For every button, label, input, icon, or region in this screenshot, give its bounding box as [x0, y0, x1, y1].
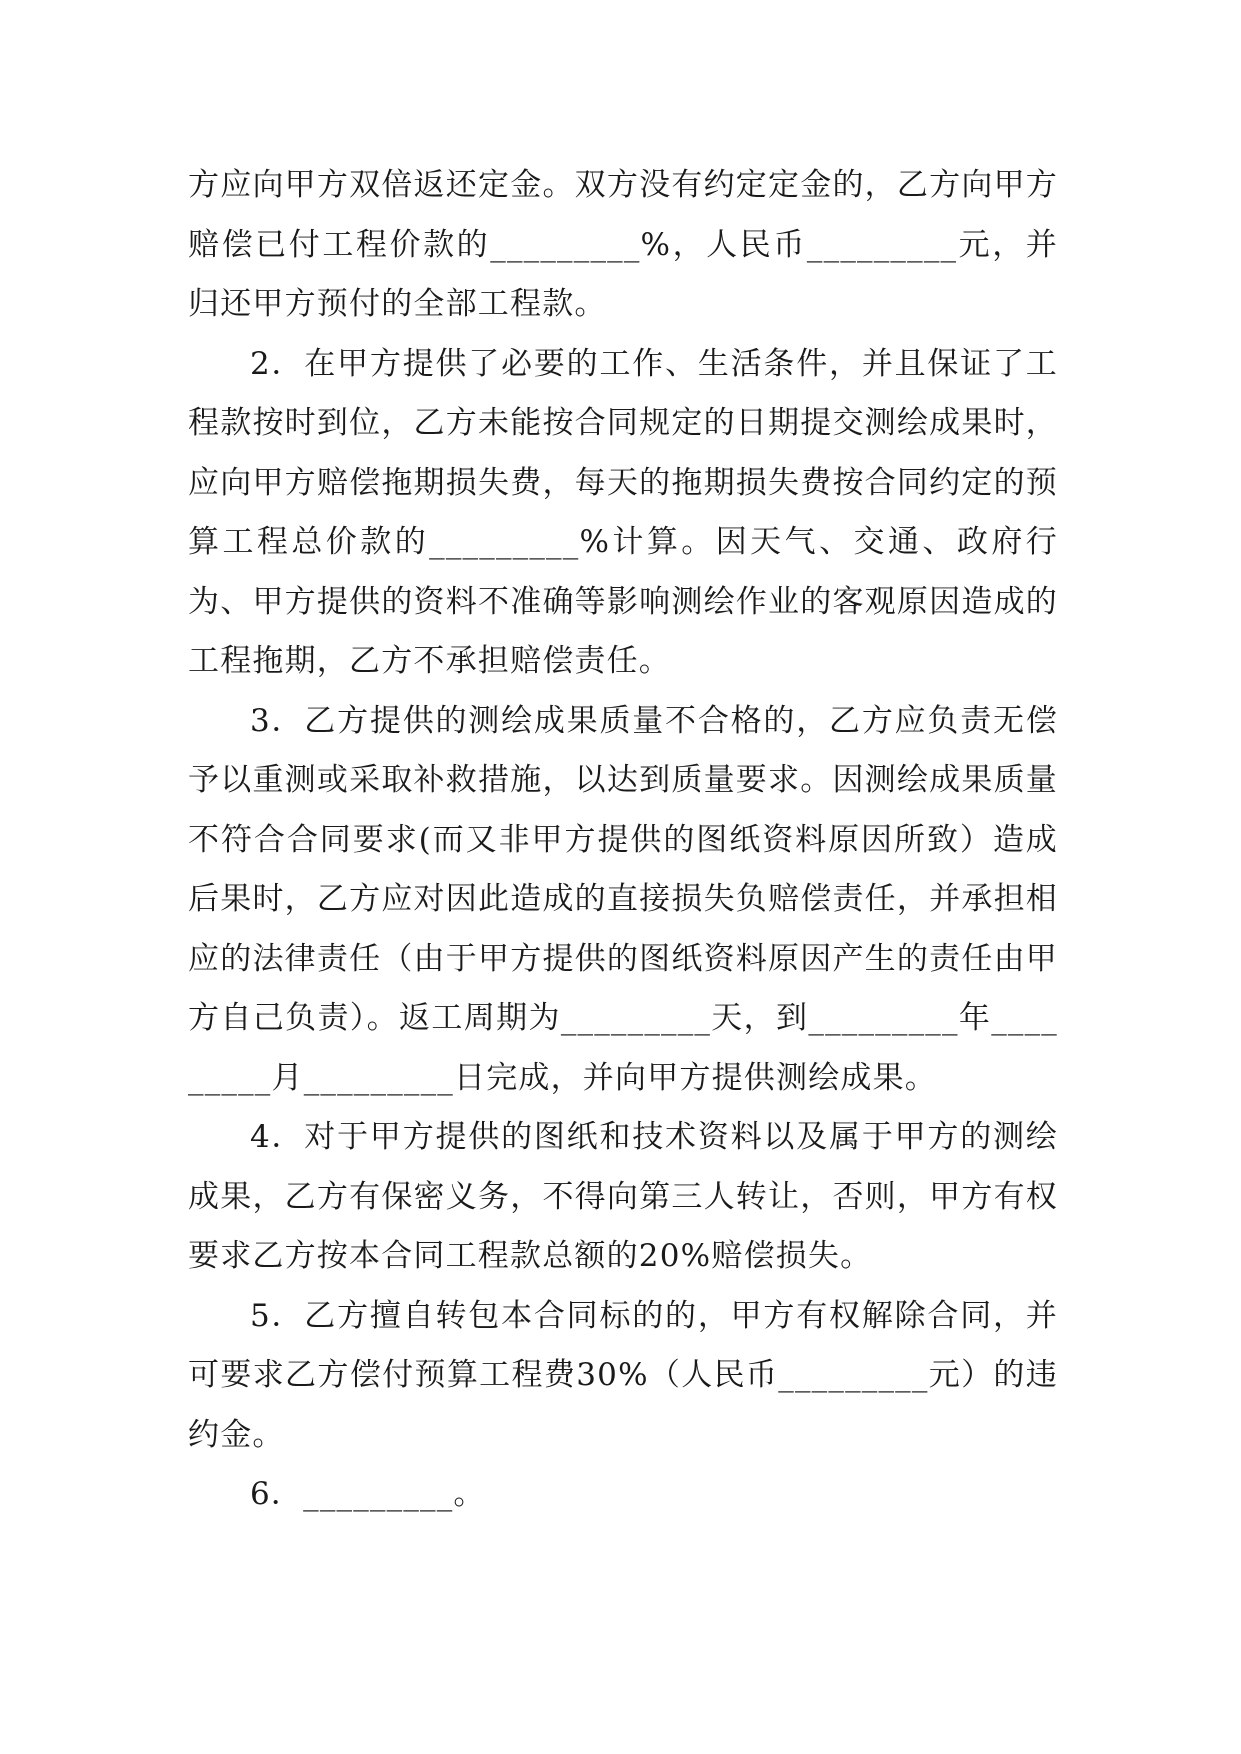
paragraph-clause-6: 6．_________。 — [250, 1476, 486, 1512]
paragraph-clause-4: 4．对于甲方提供的图纸和技术资料以及属于甲方的测绘成果，乙方有保密义务，不得向第三人转让，否则，甲方有权要求乙方按本合同工程款总额的20%赔偿损失。 — [188, 1119, 1058, 1274]
paragraph-clause-5: 5．乙方擅自转包本合同标的的，甲方有权解除合同，并可要求乙方偿付预算工程费30%（人民币_________元）的违约金。 — [188, 1297, 1058, 1453]
contract-body — [188, 156, 1058, 1525]
paragraph-clause-2: 2．在甲方提供了必要的工作、生活条件，并且保证了工程款按时到位，乙方未能按合同规定的日期提交测绘成果时，应向甲方赔偿拖期损失费，每天的拖期损失费按合同约定的预算工程总价款的_________%计算。因天气、交通、政府行为、甲方提供的资料不准确等影响测绘作业的客观原因造成的工程拖期，乙方不承担赔偿责任。 — [188, 345, 1058, 679]
paragraph-clause-3: 3．乙方提供的测绘成果质量不合格的，乙方应负责无偿予以重测或采取补救措施，以达到质量要求。因测绘成果质量不符合合同要求(而又非甲方提供的图纸资料原因所致）造成后果时，乙方应对因此造成的直接损失负赔偿责任，并承担相应的法律责任（由于甲方提供的图纸资料原因产生的责任由甲方自己负责）。返工周期为_________天，到_________年_________月_________日完成，并向甲方提供测绘成果。 — [188, 702, 1058, 1096]
paragraph-deposit-continuation: 方应向甲方双倍返还定金。双方没有约定定金的，乙方向甲方赔偿已付工程价款的_________%，人民币_________元，并归还甲方预付的全部工程款。 — [188, 167, 1058, 322]
